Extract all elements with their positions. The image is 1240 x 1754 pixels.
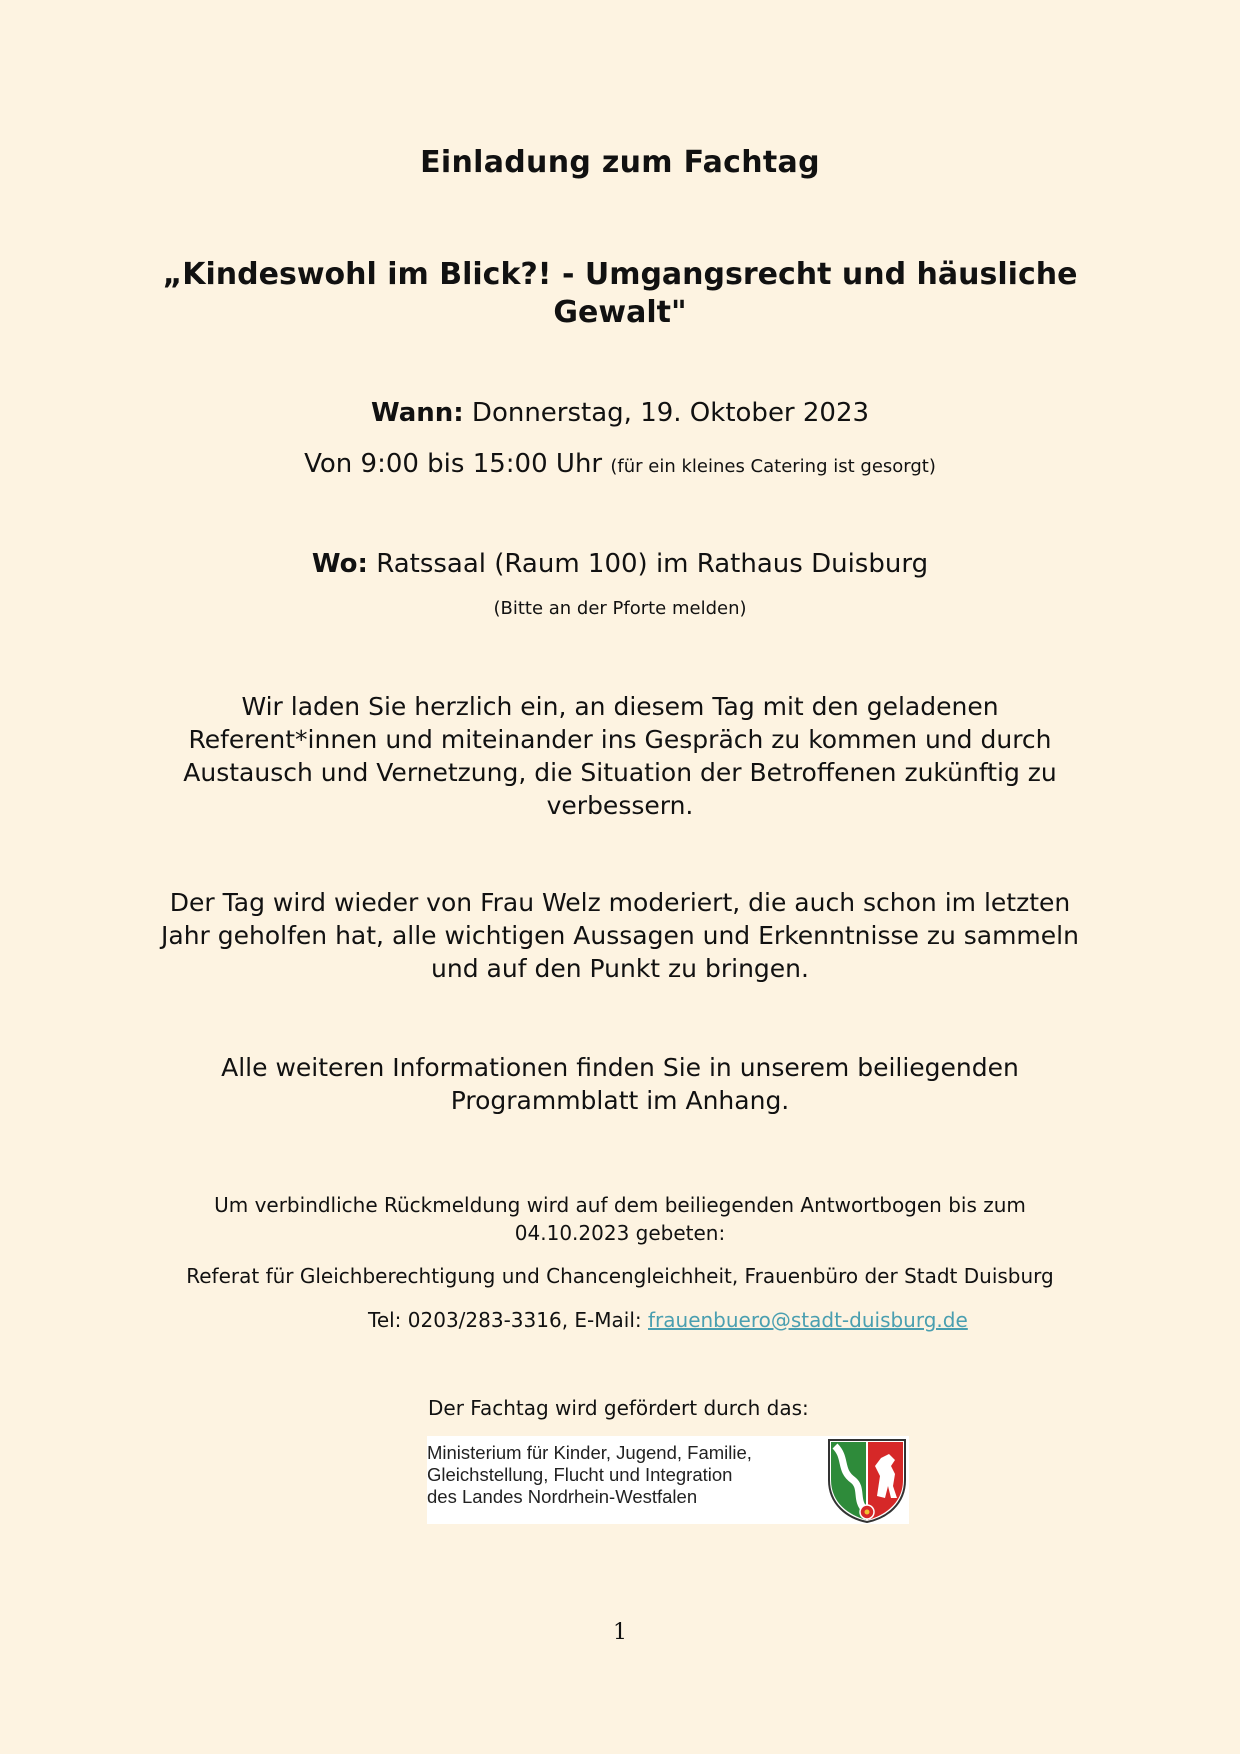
ministry-line: Ministerium für Kinder, Jugend, Familie, <box>427 1442 752 1463</box>
paragraph-line: Referent*innen und miteinander ins Gespräch zu kommen und durch <box>188 725 1052 754</box>
subtitle-line-1: „Kindeswohl im Blick?! - Umgangsrecht und häusliche <box>162 257 1078 292</box>
ministry-logo <box>427 1436 909 1524</box>
moderator-paragraph <box>150 886 1090 985</box>
ministry-line: Gleichstellung, Flucht und Integration <box>427 1464 733 1485</box>
rsvp-text <box>180 1191 1060 1247</box>
page-title: Einladung zum Fachtag <box>420 145 820 180</box>
when-label: Wann: <box>370 398 464 428</box>
paragraph-line: Austausch und Vernetzung, die Situation der Betroffenen zukünftig zu <box>183 758 1057 787</box>
invitation-paragraph <box>150 690 1090 822</box>
location-note: (Bitte an der Pforte melden) <box>493 598 747 619</box>
page-number: 1 <box>613 1620 627 1645</box>
info-paragraph <box>150 1051 1090 1117</box>
paragraph-line: und auf den Punkt zu bringen. <box>431 954 809 983</box>
paragraph-line: Alle weiteren Informationen finden Sie in unserem beiliegenden <box>221 1053 1019 1082</box>
contact-phone: Tel: 0203/283-3316, E-Mail: <box>368 1308 648 1332</box>
paragraph-line: Programmblatt im Anhang. <box>450 1086 790 1115</box>
event-time <box>0 449 1240 479</box>
event-location <box>0 549 1240 579</box>
paragraph-line: verbessern. <box>546 791 694 820</box>
when-value: Donnerstag, 19. Oktober 2023 <box>463 398 870 428</box>
where-label: Wo: <box>311 549 368 579</box>
where-value: Ratssaal (Raum 100) im Rathaus Duisburg <box>367 549 929 579</box>
event-subtitle <box>150 256 1090 332</box>
event-date <box>0 398 1240 428</box>
rsvp-line: 04.10.2023 gebeten: <box>514 1221 726 1245</box>
ministry-line: des Landes Nordrhein-Westfalen <box>427 1486 698 1507</box>
time-value: Von 9:00 bis 15:00 Uhr <box>304 449 611 479</box>
nrw-crest-icon <box>825 1436 909 1524</box>
funded-by-text: Der Fachtag wird gefördert durch das: <box>428 1396 809 1420</box>
rsvp-line: Um verbindliche Rückmeldung wird auf dem beiliegenden Antwortbogen bis zum <box>214 1193 1026 1217</box>
catering-note: (für ein kleines Catering ist gesorgt) <box>610 456 936 477</box>
paragraph-line: Jahr geholfen hat, alle wichtigen Aussagen und Erkenntnisse zu sammeln <box>161 921 1079 950</box>
email-link[interactable]: frauenbuero@stadt-duisburg.de <box>648 1308 968 1332</box>
contact-line <box>368 1306 1068 1334</box>
subtitle-line-2: Gewalt" <box>553 295 687 330</box>
paragraph-line: Wir laden Sie herzlich ein, an diesem Tag mit den geladenen <box>241 692 999 721</box>
paragraph-line: Der Tag wird wieder von Frau Welz moderiert, die auch schon im letzten <box>169 888 1071 917</box>
office-name: Referat für Gleichberechtigung und Chancengleichheit, Frauenbüro der Stadt Duisburg <box>186 1264 1054 1288</box>
ministry-name <box>427 1442 752 1508</box>
